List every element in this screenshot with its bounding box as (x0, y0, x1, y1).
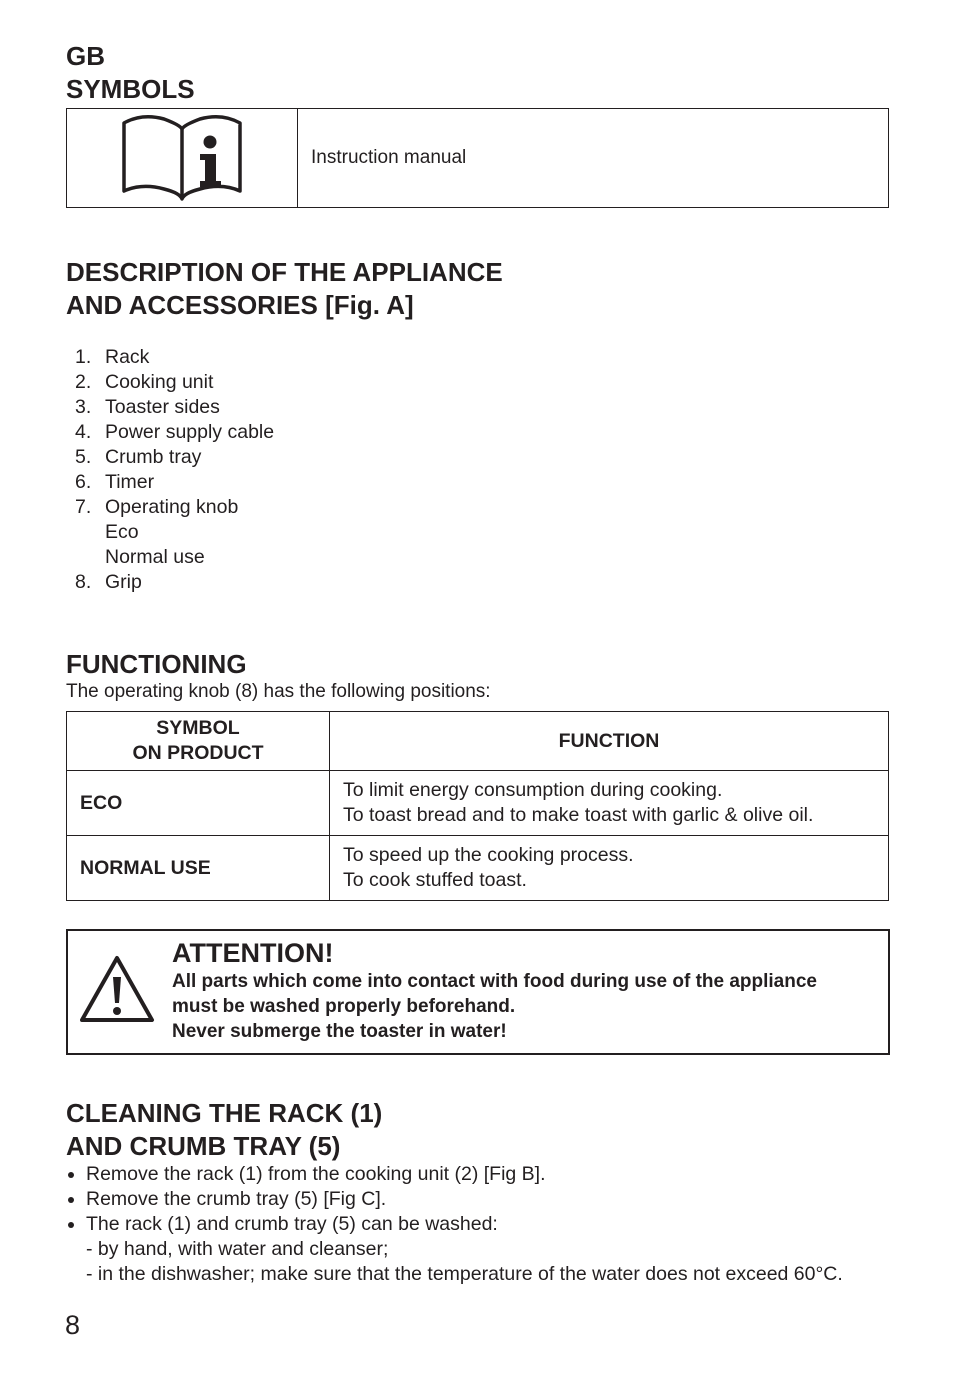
list-item: Remove the rack (1) from the cooking unit (2) [Fig B]. (66, 1162, 843, 1187)
cleaning-heading (66, 1097, 382, 1163)
table-row (67, 836, 889, 901)
list-item: 4. Power supply cable (75, 421, 275, 443)
functioning-intro: The operating knob (8) has the following positions: (66, 681, 491, 702)
functioning-section (66, 648, 491, 704)
list-item: 1. Rack (75, 346, 150, 368)
cleaning-list (66, 1162, 843, 1287)
attention-content (172, 937, 817, 1044)
list-item: 3. Toaster sides (75, 396, 220, 418)
symbols-title: SYMBOLS (66, 74, 195, 104)
list-item: Remove the crumb tray (5) [Fig C]. (66, 1187, 843, 1212)
table-header-row (67, 712, 889, 771)
attention-box (66, 929, 890, 1055)
description-heading (66, 256, 503, 322)
row-symbol: NORMAL USE (67, 836, 330, 901)
list-sub-item: - in the dishwasher; make sure that the temperature of the water does not exceed 60°C. (86, 1263, 843, 1285)
cleaning-title-line1: CLEANING THE RACK (1) (66, 1098, 383, 1128)
list-item: 5. Crumb tray (75, 446, 202, 468)
description-title-line2: AND ACCESSORIES [Fig. A] (66, 290, 414, 320)
cleaning-title-line2: AND CRUMB TRAY (5) (66, 1131, 341, 1161)
attention-line: must be washed properly beforehand. (172, 996, 516, 1017)
functioning-title: FUNCTIONING (66, 649, 247, 679)
parts-list (66, 345, 274, 595)
language-code: GB (66, 41, 105, 71)
list-item: The rack (1) and crumb tray (5) can be washed: (66, 1212, 843, 1237)
page-number: 8 (65, 1310, 81, 1340)
list-item: Eco (105, 521, 139, 543)
list-item: Normal use (105, 546, 205, 568)
list-item: 8. Grip (75, 571, 142, 593)
table-row (67, 771, 889, 836)
row-symbol: ECO (67, 771, 330, 836)
list-item: 7. Operating knob (75, 496, 239, 518)
function-table-wrap (66, 711, 889, 901)
instruction-manual-icon (120, 111, 244, 206)
header-symbol: SYMBOL ON PRODUCT (67, 712, 330, 771)
description-title-line1: DESCRIPTION OF THE APPLIANCE (66, 257, 503, 287)
list-sub-item: - by hand, with water and cleanser; (86, 1238, 389, 1260)
list-item: 2. Cooking unit (75, 371, 214, 393)
warning-triangle-icon (78, 953, 156, 1030)
symbols-icon-cell (67, 109, 298, 207)
row-function: To limit energy consumption during cooking. To toast bread and to make toast with garlic & olive oil. (330, 771, 889, 836)
symbols-table (66, 108, 889, 208)
row-function: To speed up the cooking process. To cook stuffed toast. (330, 836, 889, 901)
attention-line: All parts which come into contact with food during use of the appliance (172, 971, 817, 992)
page-header (66, 40, 195, 106)
function-table (66, 711, 889, 901)
attention-title: ATTENTION! (172, 938, 334, 968)
header-function: FUNCTION (330, 712, 889, 771)
list-item: 6. Timer (75, 471, 155, 493)
attention-line: Never submerge the toaster in water! (172, 1021, 507, 1042)
symbols-description: Instruction manual (311, 147, 467, 168)
